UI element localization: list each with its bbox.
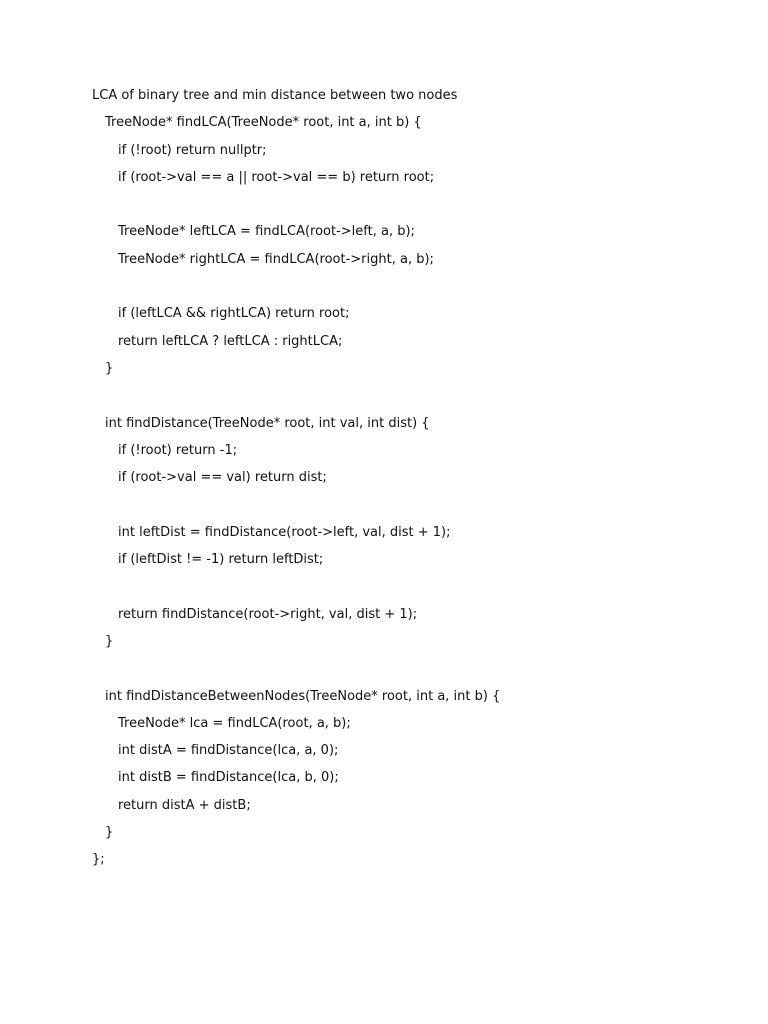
code-line: TreeNode* findLCA(TreeNode* root, int a, int b) { — [105, 115, 422, 131]
code-line: if (leftDist != -1) return leftDist; — [118, 552, 324, 568]
code-line: if (!root) return -1; — [118, 442, 238, 458]
code-line: if (root->val == val) return dist; — [118, 470, 327, 486]
code-line: if (root->val == a || root->val == b) return root; — [118, 169, 435, 185]
blank-line — [92, 488, 732, 515]
code-line: int findDistanceBetweenNodes(TreeNode* root, int a, int b) { — [105, 688, 501, 704]
blank-line — [92, 570, 732, 597]
code-line: TreeNode* lca = findLCA(root, a, b); — [118, 715, 351, 731]
code-line: TreeNode* leftLCA = findLCA(root->left, a, b); — [118, 224, 415, 240]
code-line: TreeNode* rightLCA = findLCA(root->right, a, b); — [118, 251, 434, 267]
code-block — [92, 106, 732, 870]
code-line: return findDistance(root->right, val, dist + 1); — [118, 606, 418, 622]
code-line: return leftLCA ? leftLCA : rightLCA; — [118, 333, 343, 349]
code-line: return distA + distB; — [118, 797, 251, 813]
code-line: int distA = findDistance(lca, a, 0); — [118, 743, 339, 759]
blank-line — [92, 652, 732, 679]
blank-line — [92, 270, 732, 297]
code-line: int findDistance(TreeNode* root, int val, int dist) { — [105, 415, 430, 431]
blank-line — [92, 188, 732, 215]
code-line: }; — [92, 852, 105, 868]
document-body — [92, 86, 732, 870]
code-line: } — [105, 360, 114, 376]
code-line: int distB = findDistance(lca, b, 0); — [118, 770, 339, 786]
code-line: if (!root) return nullptr; — [118, 142, 267, 158]
code-line: } — [105, 633, 114, 649]
code-line: int leftDist = findDistance(root->left, val, dist + 1); — [118, 524, 451, 540]
code-line: if (leftLCA && rightLCA) return root; — [118, 306, 350, 322]
document-title: LCA of binary tree and min distance between two nodes — [92, 88, 458, 103]
blank-line — [92, 379, 732, 406]
code-line: } — [105, 825, 114, 841]
